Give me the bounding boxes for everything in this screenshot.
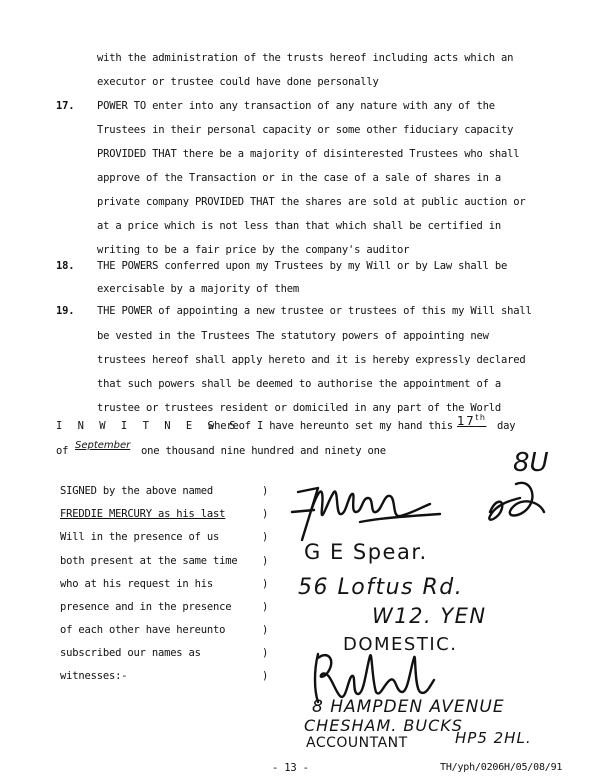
bracket-1: ) bbox=[262, 485, 269, 497]
witness-day-number: 17 bbox=[457, 414, 476, 428]
bracket-5: ) bbox=[262, 578, 269, 590]
clause-17-line-2: Trustees in their personal capacity or some other fiduciary capacity bbox=[97, 124, 514, 136]
clause-17-line-4: approve of the Transaction or in the case of a sale of shares in a bbox=[97, 172, 502, 184]
witness1-name: G E Spear. bbox=[304, 540, 428, 564]
clause-18-number: 18. bbox=[56, 260, 75, 272]
clause-17-line-7: writing to be a fair price by the company's auditor bbox=[97, 244, 410, 256]
witness-month-handwritten: September bbox=[75, 440, 131, 451]
witness-heading: I N W I T N E S S bbox=[56, 420, 240, 432]
clause-19-number: 19. bbox=[56, 305, 75, 317]
attestation-line-1: SIGNED by the above named bbox=[60, 485, 214, 497]
witness1-address-line2: W12. YEN bbox=[372, 604, 487, 628]
clause-19-line-5: trustee or trustees resident or domiciled in any part of the World bbox=[97, 402, 502, 414]
bracket-7: ) bbox=[262, 624, 269, 636]
clause-17-number: 17. bbox=[56, 100, 75, 112]
clause-17-line-1: POWER TO enter into any transaction of any nature with any of the bbox=[97, 100, 495, 112]
attestation-line-3: Will in the presence of us bbox=[60, 531, 220, 543]
clause-17-line-5: private company PROVIDED THAT the shares are sold at public auction or bbox=[97, 196, 526, 208]
handwritten-initials: 8U bbox=[513, 448, 549, 478]
intro-line-1: with the administration of the trusts hereof including acts which an bbox=[97, 52, 514, 64]
witness2-address-line1: 8 HAMPDEN AVENUE bbox=[312, 697, 505, 717]
page-number: - 13 - bbox=[272, 762, 309, 774]
clause-17-line-3: PROVIDED THAT there be a majority of disinterested Trustees who shall bbox=[97, 148, 520, 160]
bracket-4: ) bbox=[262, 555, 269, 567]
testator-name: FREDDIE MERCURY as his last bbox=[60, 508, 226, 520]
witness-day-handwritten bbox=[457, 413, 487, 428]
attestation-line-4: both present at the same time bbox=[60, 555, 238, 567]
witness2-postcode: HP5 2HL. bbox=[455, 729, 532, 747]
clause-18-line-2: exercisable by a majority of them bbox=[97, 283, 300, 295]
witness1-address-line1: 56 Loftus Rd. bbox=[298, 575, 464, 600]
attestation-line-8: subscribed our names as bbox=[60, 647, 201, 659]
witness1-occupation: DOMESTIC. bbox=[343, 634, 458, 655]
clause-17-line-6: at a price which is not less than that which shall be certified in bbox=[97, 220, 502, 232]
clause-19-line-1: THE POWER of appointing a new trustee or trustees of this my Will shall bbox=[97, 305, 532, 317]
attestation-line-6: presence and in the presence bbox=[60, 601, 232, 613]
witness2-occupation: ACCOUNTANT bbox=[306, 735, 408, 751]
bracket-8: ) bbox=[262, 647, 269, 659]
bracket-3: ) bbox=[262, 531, 269, 543]
witness2-address-line2: CHESHAM. BUCKS bbox=[304, 716, 463, 735]
bracket-6: ) bbox=[262, 601, 269, 613]
document-reference: TH/yph/0206H/05/08/91 bbox=[440, 762, 563, 773]
intro-line-2: executor or trustee could have done personally bbox=[97, 76, 379, 88]
testator-signature bbox=[290, 478, 550, 548]
attestation-line-5: who at his request in his bbox=[60, 578, 214, 590]
witness-day-suffix: th bbox=[475, 413, 487, 422]
witness-year-text: one thousand nine hundred and ninety one bbox=[141, 445, 386, 457]
clause-18-line-1: THE POWERS conferred upon my Trustees by my Will or by Law shall be bbox=[97, 260, 508, 272]
clause-19-line-2: be vested in the Trustees The statutory powers of appointing new bbox=[97, 330, 489, 342]
bracket-9: ) bbox=[262, 670, 269, 682]
witness-text: whereof I have hereunto set my hand this bbox=[208, 420, 453, 432]
witness-of-word: of bbox=[56, 445, 69, 457]
attestation-line-2 bbox=[60, 508, 225, 520]
bracket-2: ) bbox=[262, 508, 269, 520]
attestation-line-7: of each other have hereunto bbox=[60, 624, 226, 636]
clause-19-line-4: that such powers shall be deemed to authorise the appointment of a bbox=[97, 378, 502, 390]
witness-day-word: day bbox=[497, 420, 516, 432]
clause-19-line-3: trustees hereof shall apply hereto and it is hereby expressly declared bbox=[97, 354, 526, 366]
attestation-line-9: witnesses:- bbox=[60, 670, 128, 682]
